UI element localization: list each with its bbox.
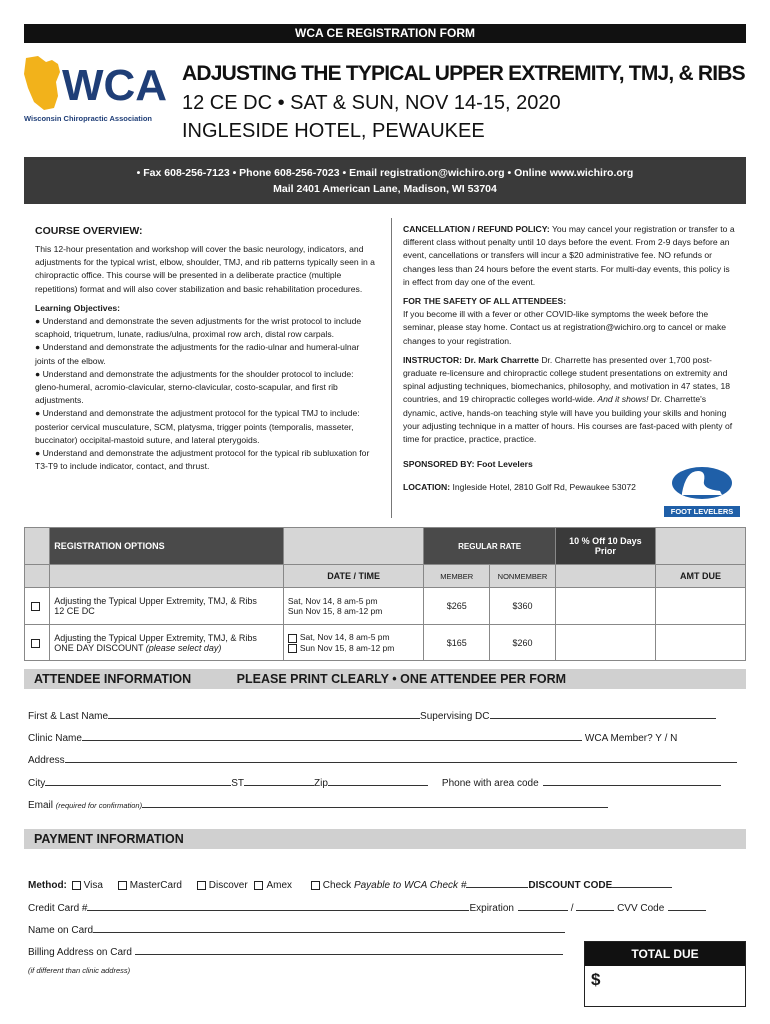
row-2-sun-checkbox[interactable] <box>288 644 297 653</box>
row-2-name2-note: (please select day) <box>145 642 222 653</box>
row-2-checkbox[interactable] <box>31 639 40 648</box>
row-2-member-price: $165 <box>424 625 490 661</box>
check-note: Payable to WCA Check # <box>353 880 467 891</box>
row-1-amt-due[interactable] <box>655 588 745 625</box>
total-due-heading: TOTAL DUE <box>585 942 745 966</box>
credit-card-label: Credit Card # <box>28 903 88 914</box>
total-due-field[interactable]: $ <box>591 970 601 989</box>
discover-checkbox[interactable] <box>197 881 206 890</box>
instructor-text-2: Dr. Charrette's dynamic, active, hands-on teaching style will have you building your skills and honing your adjusting technique in a matter of hours. His courses are fast-paced with plenty of time for practice, practice, practice. <box>403 394 733 445</box>
row-2-name: Adjusting the Typical Upper Extremity, TMJ, & Ribs <box>54 632 257 643</box>
row-2-discount-cell[interactable] <box>555 625 655 661</box>
name-on-card-row <box>28 922 565 936</box>
nonmember-heading: NONMEMBER <box>490 565 556 588</box>
regular-rate-heading: REGULAR RATE <box>424 528 555 565</box>
row-1-name: Adjusting the Typical Upper Extremity, TMJ, & Ribs <box>54 596 257 606</box>
mastercard-label: MasterCard <box>129 880 182 891</box>
city-row <box>28 775 721 789</box>
safety-heading: FOR THE SAFETY OF ALL ATTENDEES: <box>403 296 567 307</box>
contact-bar <box>24 157 746 204</box>
amex-label: Amex <box>266 880 293 891</box>
registration-row <box>25 588 746 625</box>
name-on-card-label: Name on Card <box>28 925 94 936</box>
st-field[interactable] <box>244 775 314 786</box>
amex-checkbox[interactable] <box>254 881 263 890</box>
safety-text: If you become ill with a fever or other COVID-like symptoms the week before the seminar, please stay home. Contact us at registration@wichiro.org to cancel or make changes to your registration. <box>403 309 727 346</box>
policies <box>403 223 735 495</box>
visa-label: Visa <box>83 880 103 891</box>
objective-1: ● Understand and demonstrate the seven adjustments for the wrist protocol to include scaphoid, triquetrum, lunate, radius/ulna, proximal row arch, distal row carpals. <box>35 316 362 340</box>
cancel-heading: CANCELLATION / REFUND POLICY: <box>403 224 550 234</box>
credit-card-row: Credit Card # Expiration / CVV Code <box>28 900 706 914</box>
amt-due-heading: AMT DUE <box>655 565 745 588</box>
attendee-bar <box>24 669 746 689</box>
objective-5: ● Understand and demonstrate the adjustment protocol for the typical rib subluxation for T3-T9 to include indicator, contact, and thrust. <box>35 448 370 472</box>
row-2-amt-due[interactable] <box>655 625 745 661</box>
foot-levelers-text: FOOT LEVELERS <box>664 506 740 517</box>
cancel-text: You may cancel your registration or transfer to a different class without penalty until 10 days before the event. From 2-9 days before an event, cancellations or transfers will incur a $20 administrative fee. NO refunds or changes less than 24 hours before the event starts. For multi-day events, this policy is in effect from day one of the event. <box>403 224 735 287</box>
registration-row <box>25 625 746 661</box>
phone-field[interactable] <box>543 775 721 786</box>
expiration-year-field[interactable] <box>576 900 614 911</box>
course-overview <box>35 225 375 473</box>
row-2-date2: Sun Nov 15, 8 am-12 pm <box>299 642 395 653</box>
location-label: LOCATION: <box>403 482 451 493</box>
total-due-box <box>584 941 746 1007</box>
sponsor-text: SPONSORED BY: Foot Levelers <box>403 459 533 470</box>
course-venue: INGLESIDE HOTEL, PEWAUKEE <box>182 120 485 142</box>
row-1-name2: 12 CE DC <box>54 606 95 616</box>
mastercard-checkbox[interactable] <box>118 881 127 890</box>
row-1-date2: Sun Nov 15, 8 am-12 pm <box>287 606 383 616</box>
instructor-heading: INSTRUCTOR: Dr. Mark Charrette <box>403 354 539 365</box>
first-last-field[interactable] <box>108 708 420 719</box>
row-1-member-price: $265 <box>424 588 490 625</box>
st-label: ST <box>231 778 245 789</box>
row-2-nonmember-price: $260 <box>490 625 556 661</box>
phone-label: Phone with area code <box>441 778 539 789</box>
expiration-label: Expiration <box>469 903 514 914</box>
logo-subtext: Wisconsin Chiropractic Association <box>24 114 153 123</box>
location-text: Ingleside Hotel, 2810 Golf Rd, Pewaukee 53072 <box>452 482 636 493</box>
overview-text: This 12-hour presentation and workshop will cover the basic neurology, indicators, and adjustments for the typical wrist, elbow, shoulder, TMJ, and rib patterns typically seen in a chiropractic office. This course will be presented in a deliberate practice (multiple repetitions) format and will also cover stabilization and basic rehabilitation procedures. <box>35 244 375 294</box>
method-row <box>28 877 672 891</box>
email-label: Email <box>28 800 54 811</box>
clinic-field[interactable] <box>82 730 582 741</box>
supervising-label: Supervising DC <box>420 711 490 722</box>
course-subtitle: 12 CE DC • SAT & SUN, NOV 14-15, 2020 <box>182 92 561 114</box>
zip-field[interactable] <box>328 775 428 786</box>
expiration-month-field[interactable] <box>518 900 568 911</box>
registration-options-heading: REGISTRATION OPTIONS <box>50 528 284 565</box>
billing-row <box>28 944 563 958</box>
discover-label: Discover <box>208 880 248 891</box>
visa-checkbox[interactable] <box>72 881 81 890</box>
row-2-date1: Sat, Nov 14, 8 am-5 pm <box>299 632 390 643</box>
column-divider <box>391 218 392 518</box>
discount-code-label: DISCOUNT CODE <box>528 880 613 891</box>
course-title: ADJUSTING THE TYPICAL UPPER EXTREMITY, TMJ, & RIBS <box>182 62 745 85</box>
contact-line-1: • Fax 608-256-7123 • Phone 608-256-7023 • Email registration@wichiro.org • Online www.wichiro.org <box>136 167 634 179</box>
method-label: Method: <box>28 880 67 891</box>
address-row <box>28 752 737 766</box>
wca-member-label: WCA Member? Y / N <box>584 733 678 744</box>
objective-4: ● Understand and demonstrate the adjustment protocol for the typical TMJ to include: posterior cervical musculature, SCM, platysma, trigger points (temporalis, masseter, buccinator) occipital-mastoid suture, and lateral pterygoids. <box>35 408 360 445</box>
print-note: PLEASE PRINT CLEARLY • ONE ATTENDEE PER FORM <box>236 672 567 686</box>
form-title-bar: WCA CE REGISTRATION FORM <box>24 24 746 43</box>
discount-heading: 10 % Off 10 Days Prior <box>555 528 655 565</box>
member-heading: MEMBER <box>424 565 490 588</box>
credit-card-field[interactable] <box>87 900 469 911</box>
billing-note: (if different than clinic address) <box>28 966 131 975</box>
clinic-label: Clinic Name <box>28 733 82 744</box>
row-2-name2: ONE DAY DISCOUNT <box>54 642 144 653</box>
check-checkbox[interactable] <box>311 881 320 890</box>
clinic-row <box>28 730 677 744</box>
cvv-label: CVV Code <box>617 903 665 914</box>
city-label: City <box>28 778 46 789</box>
zip-label: Zip <box>314 778 328 789</box>
discount-code-field[interactable] <box>612 877 672 888</box>
row-1-nonmember-price: $360 <box>490 588 556 625</box>
address-label: Address <box>28 755 65 766</box>
email-row <box>28 797 608 811</box>
attendee-heading: ATTENDEE INFORMATION <box>34 672 192 686</box>
foot-levelers-logo <box>664 463 740 516</box>
check-label: Check <box>322 880 352 891</box>
logo-letters: WCA <box>62 61 168 110</box>
supervising-field[interactable] <box>490 708 716 719</box>
name-on-card-field[interactable] <box>93 922 565 933</box>
payment-heading: PAYMENT INFORMATION <box>34 832 184 846</box>
instructor-italic: And it shows! <box>597 394 649 405</box>
foot-icon <box>664 463 740 501</box>
row-1-date1: Sat, Nov 14, 8 am-5 pm <box>287 596 378 606</box>
instructor-text: Dr. Charrette has presented over 1,700 post-graduate re-licensure and chiropractic college student presentations on extremity and spinal adjusting techniques, biomechanics, philosophy, and motivation in 47 states, 18 countries, and 19 chiropractic colleges world-wide. <box>403 354 731 405</box>
first-last-label: First & Last Name <box>28 711 109 722</box>
overview-heading: COURSE OVERVIEW: <box>35 225 143 237</box>
objective-3: ● Understand and demonstrate the adjustments for the shoulder protocol to include: gleno-humeral, acromio-clavicular, sterno-clavicular, costo-scapular, and first rib adjustments. <box>35 368 354 406</box>
name-row <box>28 708 716 722</box>
check-number-field[interactable] <box>466 877 528 888</box>
billing-field[interactable] <box>135 944 563 955</box>
city-field[interactable] <box>45 775 231 786</box>
cvv-field[interactable] <box>668 900 706 911</box>
payment-bar <box>24 829 746 849</box>
date-time-heading: DATE / TIME <box>283 565 424 588</box>
billing-label: Billing Address on Card <box>28 947 132 958</box>
email-note: (required for confirmation) <box>55 801 143 810</box>
row-1-discount-cell[interactable] <box>555 588 655 625</box>
address-field[interactable] <box>65 752 737 763</box>
row-2-sat-checkbox[interactable] <box>288 634 297 643</box>
registration-table <box>24 527 746 661</box>
objective-2: ● Understand and demonstrate the adjustments for the radio-ulnar and humeral-ulnar joints of the elbow. <box>35 342 360 366</box>
contact-line-2: Mail 2401 American Lane, Madison, WI 53704 <box>273 183 497 195</box>
row-1-checkbox[interactable] <box>31 602 40 611</box>
email-field[interactable] <box>142 797 608 808</box>
objectives-heading: Learning Objectives: <box>35 302 121 313</box>
